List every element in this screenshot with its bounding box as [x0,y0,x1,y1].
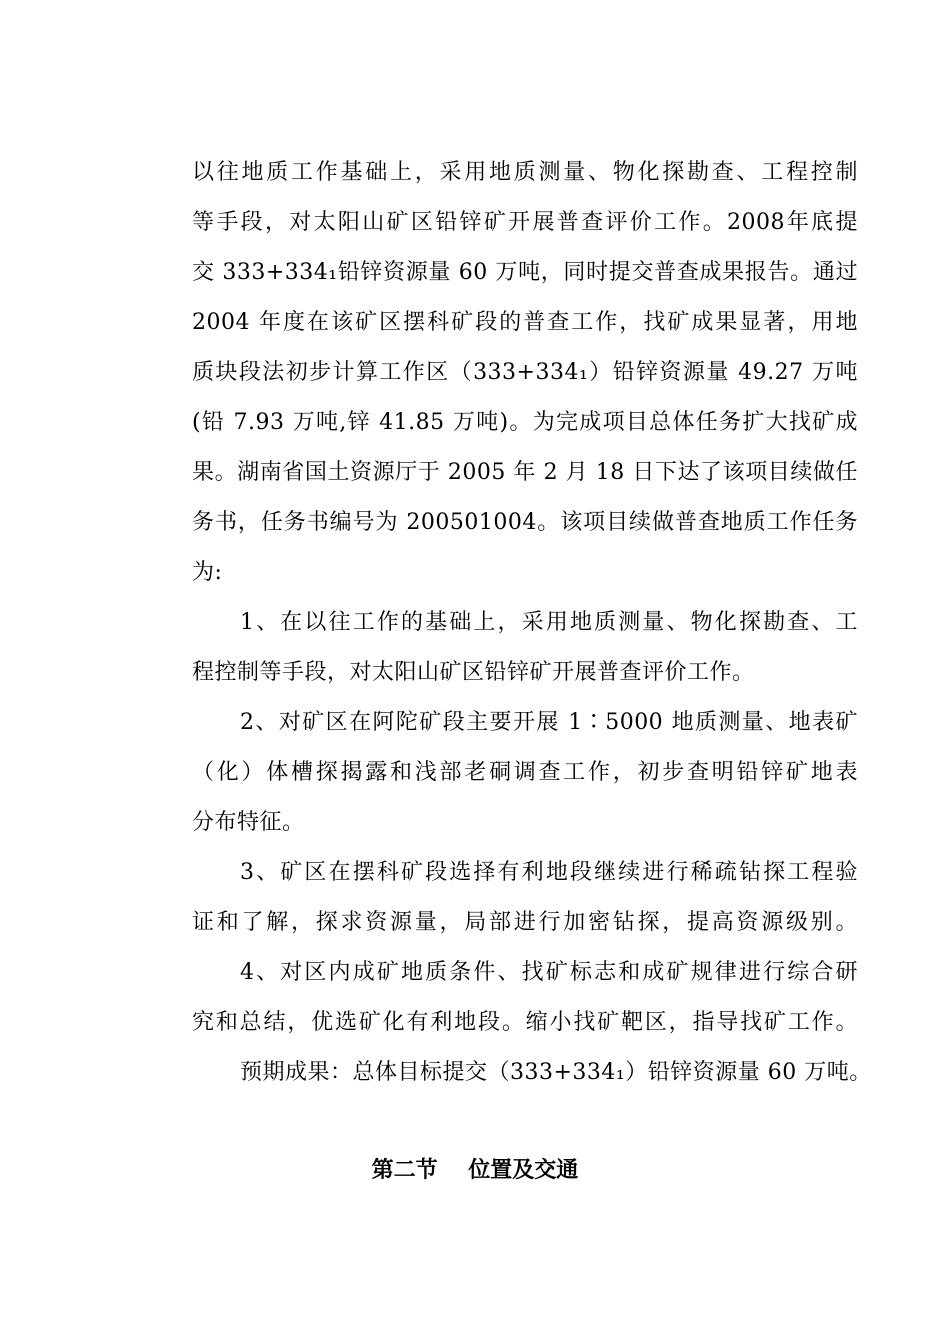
section-heading: 第二节 位置及交通 [371,1158,579,1183]
paragraph-line: 务书，任务书编号为 200501004。该项目续做普查地质工作任务 [192,510,858,535]
paragraph-line: 果。湖南省国土资源厅于 2005 年 2 月 18 日下达了该项目续做任 [192,460,858,485]
expected-results-line: 预期成果：总体目标提交（333+334₁）铅锌资源量 60 万吨。 [240,1060,872,1085]
paragraph-line: 交 333+334₁铅锌资源量 60 万吨，同时提交普查成果报告。通过 [192,260,858,285]
list-item-line: （化）体槽探揭露和浅部老硐调查工作，初步查明铅锌矿地表 [192,760,858,785]
list-item-line: 究和总结，优选矿化有利地段。缩小找矿靶区，指导找矿工作。 [192,1010,858,1035]
paragraph-line: 等手段，对太阳山矿区铅锌矿开展普查评价工作。2008年底提 [192,210,858,235]
list-item-line: 2、对矿区在阿陀矿段主要开展 1∶5000 地质测量、地表矿 [240,710,858,735]
paragraph-line: (铅 7.93 万吨,锌 41.85 万吨)。为完成项目总体任务扩大找矿成 [192,410,858,435]
paragraph-line: 以往地质工作基础上，采用地质测量、物化探勘查、工程控制 [192,160,858,185]
paragraph-line: 质块段法初步计算工作区（333+334₁）铅锌资源量 49.27 万吨 [192,360,858,385]
paragraph-line: 为: [192,560,223,585]
list-item-line: 分布特征。 [192,810,305,835]
paragraph-line: 2004 年度在该矿区摆科矿段的普查工作，找矿成果显著，用地 [192,310,858,335]
list-item-line: 4、对区内成矿地质条件、找矿标志和成矿规律进行综合研 [240,960,858,985]
list-item-line: 1、在以往工作的基础上，采用地质测量、物化探勘查、工 [240,610,858,635]
list-item-line: 程控制等手段，对太阳山矿区铅锌矿开展普查评价工作。 [192,660,755,685]
list-item-line: 3、矿区在摆科矿段选择有利地段继续进行稀疏钻探工程验 [240,860,858,885]
list-item-line: 证和了解，探求资源量，局部进行加密钻探，提高资源级别。 [192,910,858,935]
